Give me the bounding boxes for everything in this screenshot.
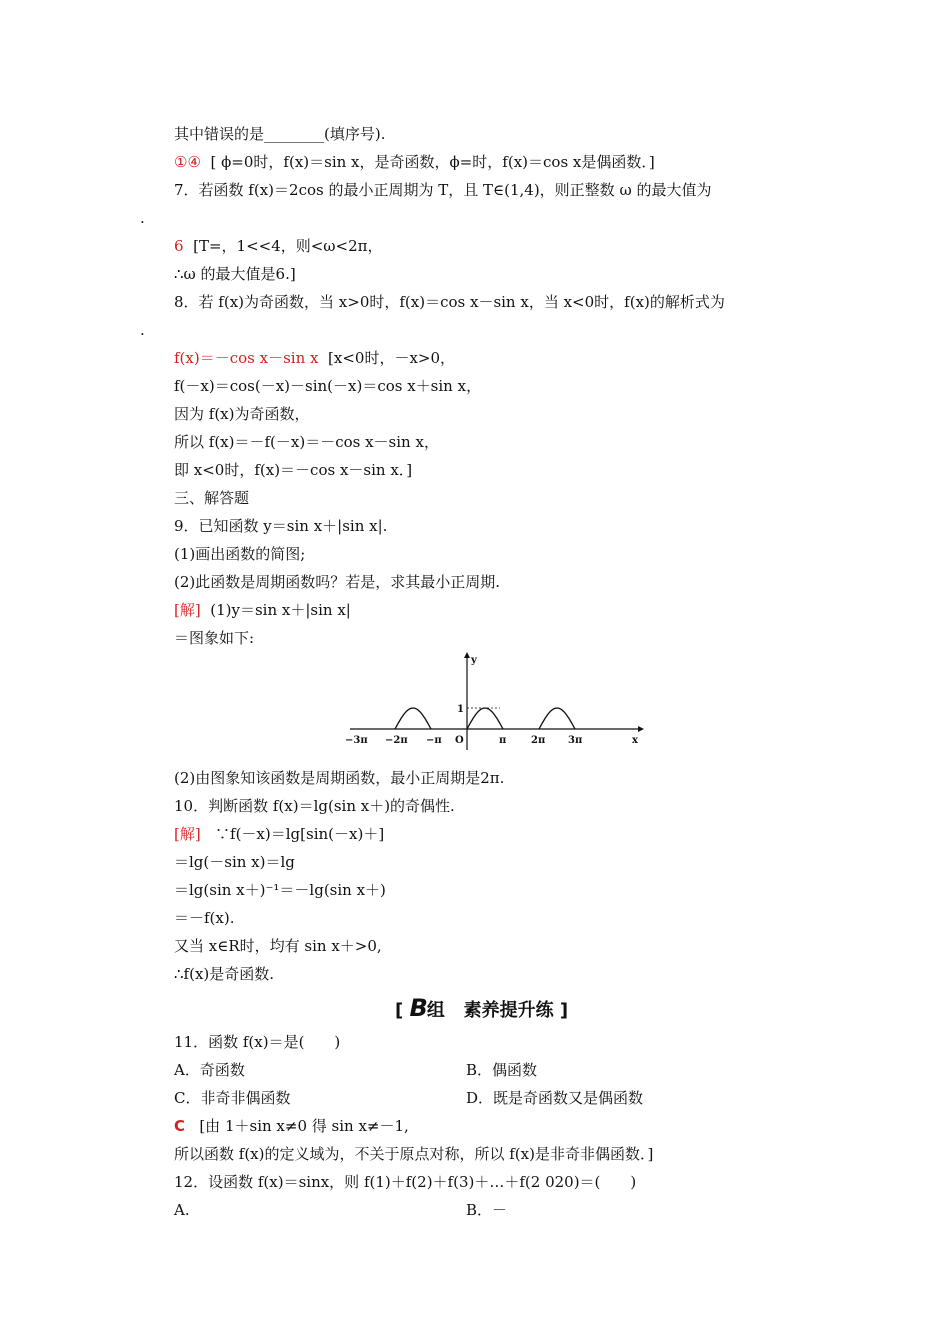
answer-8-l3: 因为 f(x)为奇函数，: [174, 405, 310, 423]
solution-10-l4: ＝－f(x).: [174, 909, 235, 927]
question-7: 7．若函数 f(x)＝2cos 的最小正周期为 T，且 T∈(1,4)，则正整数 ω 的最大值为: [174, 181, 712, 199]
solution-10-l3: ＝lg(sin x＋)⁻¹＝－lg(sin x＋): [174, 881, 386, 899]
answer-11: C [由 1＋sin x≠0 得 sin x≠－1,: [174, 1117, 409, 1135]
solution-10-l6: ∴f(x)是奇函数.: [174, 965, 275, 983]
tick-neg2pi: −2π: [385, 735, 408, 746]
option-d: D．既是奇函数又是偶函数: [466, 1089, 644, 1107]
question-12: 12．设函数 f(x)＝sinx，则 f(1)＋f(2)＋f(3)＋…＋f(2 020)＝( ): [174, 1173, 637, 1191]
question-9: 9．已知函数 y＝sin x＋|sin x|.: [174, 517, 388, 535]
section-header: [ B组 素养提升练 ]: [395, 994, 569, 1022]
question-8: 8．若 f(x)为奇函数，当 x>0时，f(x)＝cos x－sin x，当 x<0时，f(x)的解析式为: [174, 293, 725, 311]
arch-2: [467, 708, 503, 729]
y-label: y: [471, 655, 477, 666]
solution-10: [解] ∵f(－x)＝lg[sin(－x)＋]: [174, 825, 385, 843]
answer-8: f(x)＝－cos x－sin x [x<0时，－x>0，: [174, 349, 456, 367]
question-9-1: (1)画出函数的简图;: [174, 545, 306, 563]
arch-3: [539, 708, 575, 729]
section-title: 三、解答题: [174, 489, 250, 507]
arch-1: [395, 708, 431, 729]
section-header-title: 素养提升练: [463, 1000, 554, 1021]
origin-label: O: [455, 735, 464, 746]
option-12a: A.: [174, 1201, 190, 1219]
answer-8-l4: 所以 f(x)＝－f(－x)＝－cos x－sin x，: [174, 433, 439, 451]
tick-2pi: 2π: [531, 735, 546, 746]
x-axis-arrow: [638, 726, 644, 732]
answer-7: 6 [T=，1<<4，则<ω<2π，: [174, 237, 383, 255]
answer-8-l2: f(－x)＝cos(－x)－sin(－x)＝cos x＋sin x，: [174, 377, 482, 395]
line-answer-6: ①④ [ ϕ=0时，f(x)＝sin x，是奇函数，ϕ=时，f(x)＝cos x是偶函数．]: [174, 153, 655, 171]
line-fill-blank: 其中错误的是________(填序号).: [174, 125, 386, 143]
dot-mark: .: [140, 209, 145, 227]
tick-negpi: −π: [426, 735, 442, 746]
x-label: x: [632, 735, 638, 746]
answer-7-cont: ∴ω 的最大值是6.]: [174, 265, 296, 283]
question-11: 11．函数 f(x)＝是( ): [174, 1033, 341, 1051]
solution-10-l5: 又当 x∈R时，均有 sin x＋>0,: [174, 937, 382, 955]
tick-3pi: 3π: [568, 735, 583, 746]
question-10: 10．判断函数 f(x)＝lg(sin x＋)的奇偶性.: [174, 797, 455, 815]
function-graph: [340, 650, 650, 756]
y-axis-arrow: [464, 652, 470, 658]
solution-9: [解] (1)y＝sin x＋|sin x|: [174, 601, 351, 619]
tick-pi: π: [499, 735, 507, 746]
solution-9-l2: ＝图象如下:: [174, 629, 255, 647]
question-9-2: (2)此函数是周期函数吗？若是，求其最小正周期.: [174, 573, 501, 591]
solution-10-l2: ＝lg(－sin x)＝lg: [174, 853, 295, 871]
group-letter: B: [409, 994, 427, 1022]
answer-circled: ①④: [174, 153, 201, 171]
option-c: C．非奇非偶函数: [174, 1089, 291, 1107]
tick-one: 1: [457, 704, 464, 715]
option-b: B．偶函数: [466, 1061, 538, 1079]
tick-neg3pi: −3π: [345, 735, 368, 746]
solution-9-2: (2)由图象知该函数是周期函数，最小正周期是2π.: [174, 769, 505, 787]
dot-mark: .: [140, 321, 145, 339]
answer-8-l5: 即 x<0时，f(x)＝－cos x－sin x．]: [174, 461, 413, 479]
option-12b: B．－: [466, 1201, 508, 1219]
answer-11-l2: 所以函数 f(x)的定义域为，不关于原点对称，所以 f(x)是非奇非偶函数．]: [174, 1145, 654, 1163]
option-a: A．奇函数: [174, 1061, 245, 1079]
